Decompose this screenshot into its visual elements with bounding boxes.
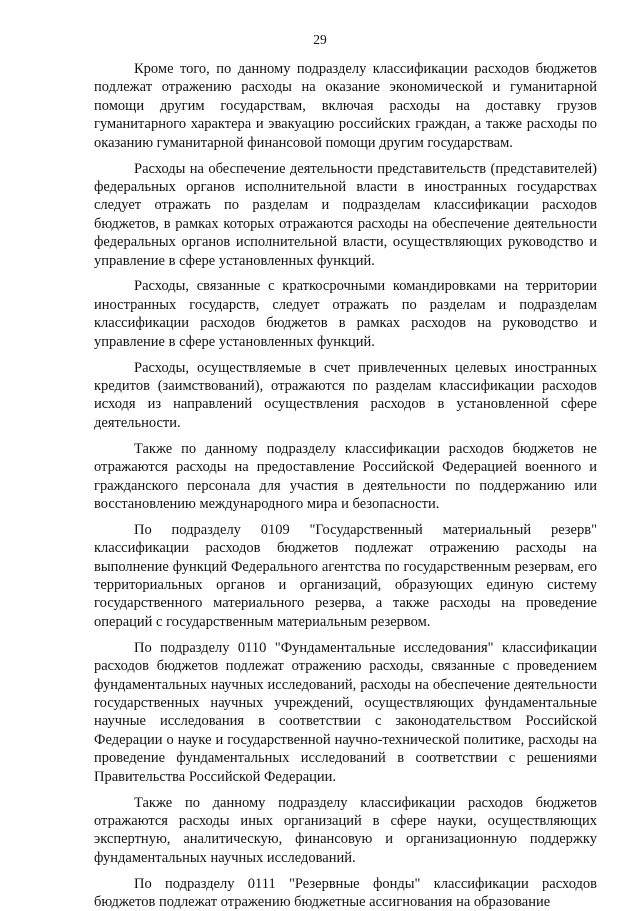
page-number: 29 [313,32,327,47]
paragraph-business-trips: Расходы, связанные с краткосрочными командировками на территории иностранных государств, следует отражать по разделам и подразделам классификации расходов бюджетов в рамках расходов на руководство и управление в сфере установленных функций. [94,278,597,350]
paragraph-foreign-credits: Расходы, осуществляемые в счет привлеченных целевых иностранных кредитов (заимствований), отражаются по разделам классификации расходов исходя из направлений осуществления расходов в установленной сфере деятельности. [94,359,597,431]
paragraph-subsection-0109: По подразделу 0109 "Государственный материальный резерв" классификации расходов бюджетов подлежат отражению расходы на выполнение функций Федерального агентства по государственным резервам, его территориальных органов и организаций, образующих единую систему государственного материального резерва, а также расходы на проведение операций с государственным материальным резервом. [94,521,597,630]
paragraph-science-organizations: Также по данному подразделу классификации расходов бюджетов отражаются расходы иных организаций в сфере науки, осуществляющих экспертную, аналитическую, финансовую и организационную поддержку фундаментальных научных исследований. [94,794,597,866]
paragraph-representations: Расходы на обеспечение деятельности представительств (представителей) федеральных органов исполнительной власти в иностранных государствах следует отражать по разделам и подразделам классификации расходов бюджетов, в рамках которых отражаются расходы на обеспечение деятельности федеральных органов исполнительной власти, осуществляющих руководство и управление в сфере установленных функций. [94,160,597,269]
body-text [94,60,597,911]
paragraph-peacekeeping: Также по данному подразделу классификации расходов бюджетов не отражаются расходы на предоставление Российской Федерацией военного и гражданского персонала для участия в деятельности по поддержанию или восстановлению международного мира и безопасности. [94,440,597,512]
paragraph-subsection-0111: По подразделу 0111 "Резервные фонды" классификации расходов бюджетов подлежат отражению бюджетные ассигнования на образование [94,875,597,911]
paragraph-subsection-0110: По подразделу 0110 "Фундаментальные исследования" классификации расходов бюджетов подлежат отражению расходы, связанные с проведением фундаментальных научных исследований, расходы на обеспечение деятельности государственных научных учреждений, осуществляющих фундаментальные научные исследования в соответствии с законодательством Российской Федерации о науке и государственной научно-технической политике, расходы на проведение фундаментальных исследований в соответствии с решениями Правительства Российской Федерации. [94,639,597,785]
paragraph-foreign-aid: Кроме того, по данному подразделу классификации расходов бюджетов подлежат отражению расходы на оказание экономической и гуманитарной помощи другим государствам, включая расходы на доставку грузов гуманитарного характера и эвакуацию российских граждан, а также расходы по оказанию гуманитарной финансовой помощи другим государствам. [94,61,597,151]
